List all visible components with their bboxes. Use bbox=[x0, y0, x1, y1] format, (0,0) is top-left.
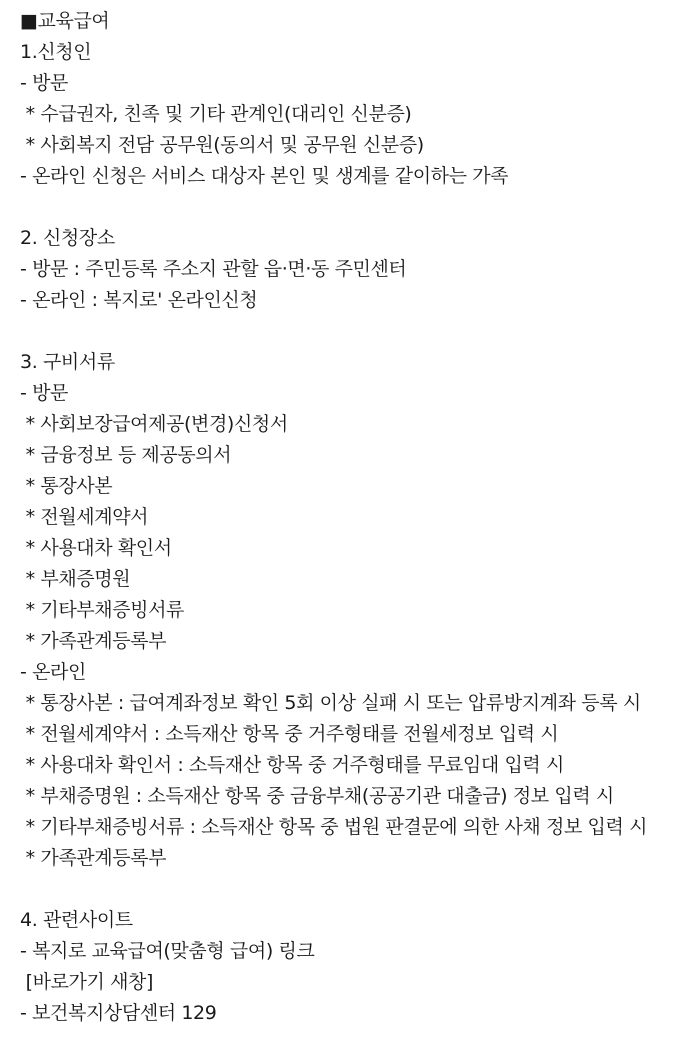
text-line: * 금융정보 등 제공동의서 bbox=[20, 444, 232, 466]
text-line: * 가족관계등록부 bbox=[20, 847, 167, 869]
text-line: - 방문 bbox=[20, 72, 69, 94]
document-body bbox=[20, 6, 680, 1029]
text-line: * 통장사본 : 급여계좌정보 확인 5회 이상 실패 시 또는 압류방지계좌 등록 시 bbox=[20, 692, 641, 714]
text-line: * 통장사본 bbox=[20, 475, 113, 497]
heading-sites: 4. 관련사이트 bbox=[20, 909, 133, 931]
shortcut-new-window-link[interactable]: [바로가기 새창] bbox=[20, 971, 154, 993]
text-line: - 보건복지상담센터 129 bbox=[20, 1002, 217, 1024]
text-line: - 온라인 신청은 서비스 대상자 본인 및 생계를 같이하는 가족 bbox=[20, 165, 509, 187]
heading-place: 2. 신청장소 bbox=[20, 227, 115, 249]
text-line: * 사회보장급여제공(변경)신청서 bbox=[20, 413, 288, 435]
text-line: * 사용대차 확인서 : 소득재산 항목 중 거주형태를 무료임대 입력 시 bbox=[20, 754, 564, 776]
blank-line bbox=[20, 316, 680, 347]
text-line: * 전월세계약서 : 소득재산 항목 중 거주형태를 전월세정보 입력 시 bbox=[20, 723, 559, 745]
heading-applicant: 1.신청인 bbox=[20, 41, 92, 63]
text-line: * 사용대차 확인서 bbox=[20, 537, 172, 559]
text-line: - 온라인 bbox=[20, 661, 86, 683]
heading-documents: 3. 구비서류 bbox=[20, 351, 115, 373]
text-line: * 수급권자, 친족 및 기타 관계인(대리인 신분증) bbox=[20, 103, 412, 125]
blank-line bbox=[20, 192, 680, 223]
text-line: * 부채증명원 : 소득재산 항목 중 금융부채(공공기관 대출금) 정보 입력 시 bbox=[20, 785, 614, 807]
blank-line bbox=[20, 874, 680, 905]
text-line: * 사회복지 전담 공무원(동의서 및 공무원 신분증) bbox=[20, 134, 424, 156]
text-line: * 부채증명원 bbox=[20, 568, 131, 590]
text-line: - 방문 bbox=[20, 382, 69, 404]
section-title: ■교육급여 bbox=[20, 10, 110, 32]
text-line: * 전월세계약서 bbox=[20, 506, 149, 528]
text-line: - 온라인 : 복지로' 온라인신청 bbox=[20, 289, 258, 311]
text-line: * 기타부채증빙서류 : 소득재산 항목 중 법원 판결문에 의한 사채 정보 입력 시 bbox=[20, 816, 648, 838]
text-line: * 가족관계등록부 bbox=[20, 630, 167, 652]
text-line: * 기타부채증빙서류 bbox=[20, 599, 185, 621]
bokjiro-link-text: - 복지로 교육급여(맞춤형 급여) 링크 bbox=[20, 940, 315, 962]
text-line: - 방문 : 주민등록 주소지 관할 읍·면·동 주민센터 bbox=[20, 258, 407, 280]
